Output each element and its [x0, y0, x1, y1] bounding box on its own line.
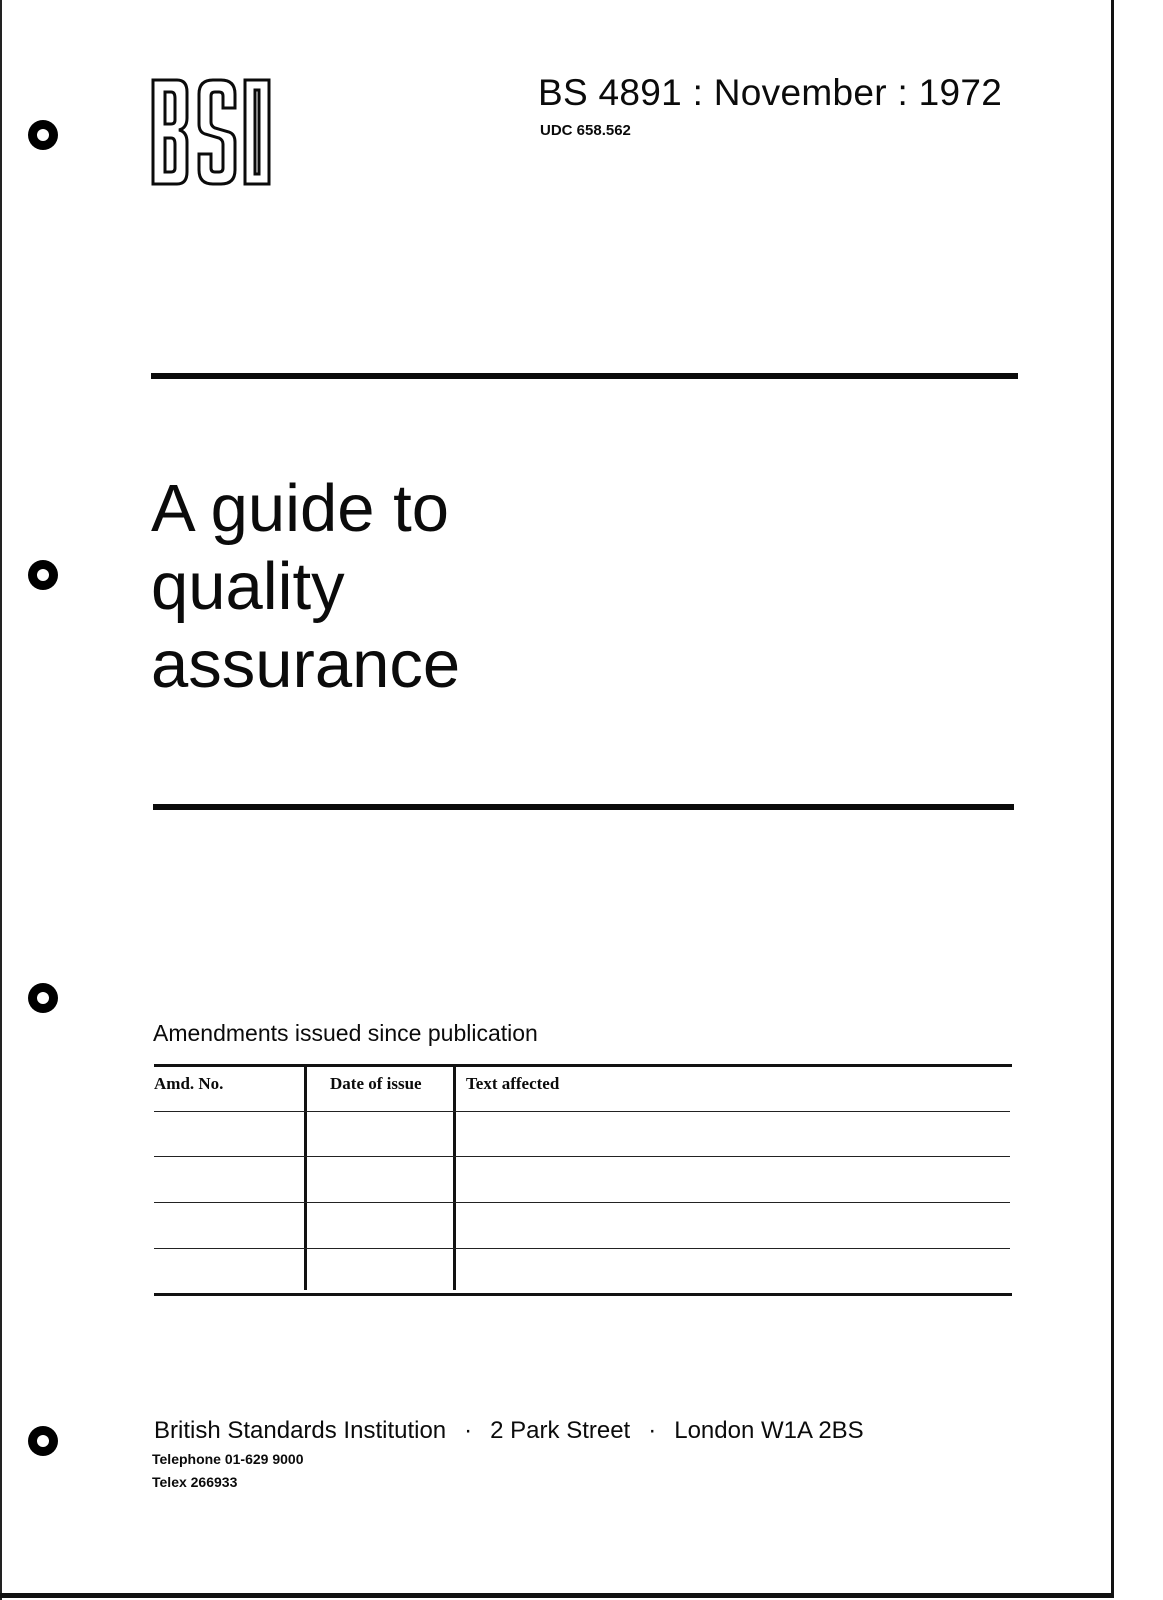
udc-code: UDC 658.562 — [540, 122, 631, 139]
title-line: A guide to — [151, 471, 450, 546]
amendments-heading: Amendments issued since publication — [153, 1020, 538, 1046]
table-row-rule — [154, 1248, 1010, 1249]
punch-hole — [28, 983, 58, 1013]
punch-hole — [28, 560, 58, 590]
punch-hole — [28, 1426, 58, 1456]
institution-name: British Standards Institution — [154, 1417, 447, 1444]
table-row-rule — [154, 1202, 1010, 1203]
table-row-rule — [154, 1156, 1010, 1157]
page-edge-bottom — [0, 1593, 1114, 1598]
column-header-text: Text affected — [466, 1074, 560, 1093]
bottom-divider — [153, 804, 1014, 810]
street-address: 2 Park Street — [490, 1417, 631, 1444]
standard-number: BS 4891 : November : 1972 — [538, 72, 1003, 113]
city-postcode: London W1A 2BS — [674, 1417, 864, 1444]
page-edge-right — [1111, 0, 1114, 1596]
table-row-rule — [154, 1111, 1010, 1112]
separator-dot: · — [464, 1417, 473, 1444]
top-divider — [151, 373, 1018, 379]
title-line: quality — [151, 549, 345, 624]
telephone-number: Telephone 01-629 9000 — [152, 1451, 304, 1467]
table-top-rule — [154, 1064, 1012, 1067]
separator-dot: · — [648, 1417, 657, 1444]
document-title — [151, 470, 460, 704]
column-header-amd-no: Amd. No. — [154, 1074, 224, 1093]
page-edge-left — [0, 0, 2, 1600]
column-header-date: Date of issue — [330, 1074, 422, 1093]
title-line: assurance — [151, 627, 461, 702]
bsi-logo — [151, 78, 271, 186]
table-bottom-rule — [154, 1293, 1012, 1296]
telex-number: Telex 266933 — [152, 1474, 238, 1490]
publisher-address — [154, 1417, 864, 1445]
column-divider — [304, 1064, 307, 1290]
amendments-table — [154, 1064, 1012, 1296]
punch-hole — [28, 120, 58, 150]
column-divider — [453, 1064, 456, 1290]
